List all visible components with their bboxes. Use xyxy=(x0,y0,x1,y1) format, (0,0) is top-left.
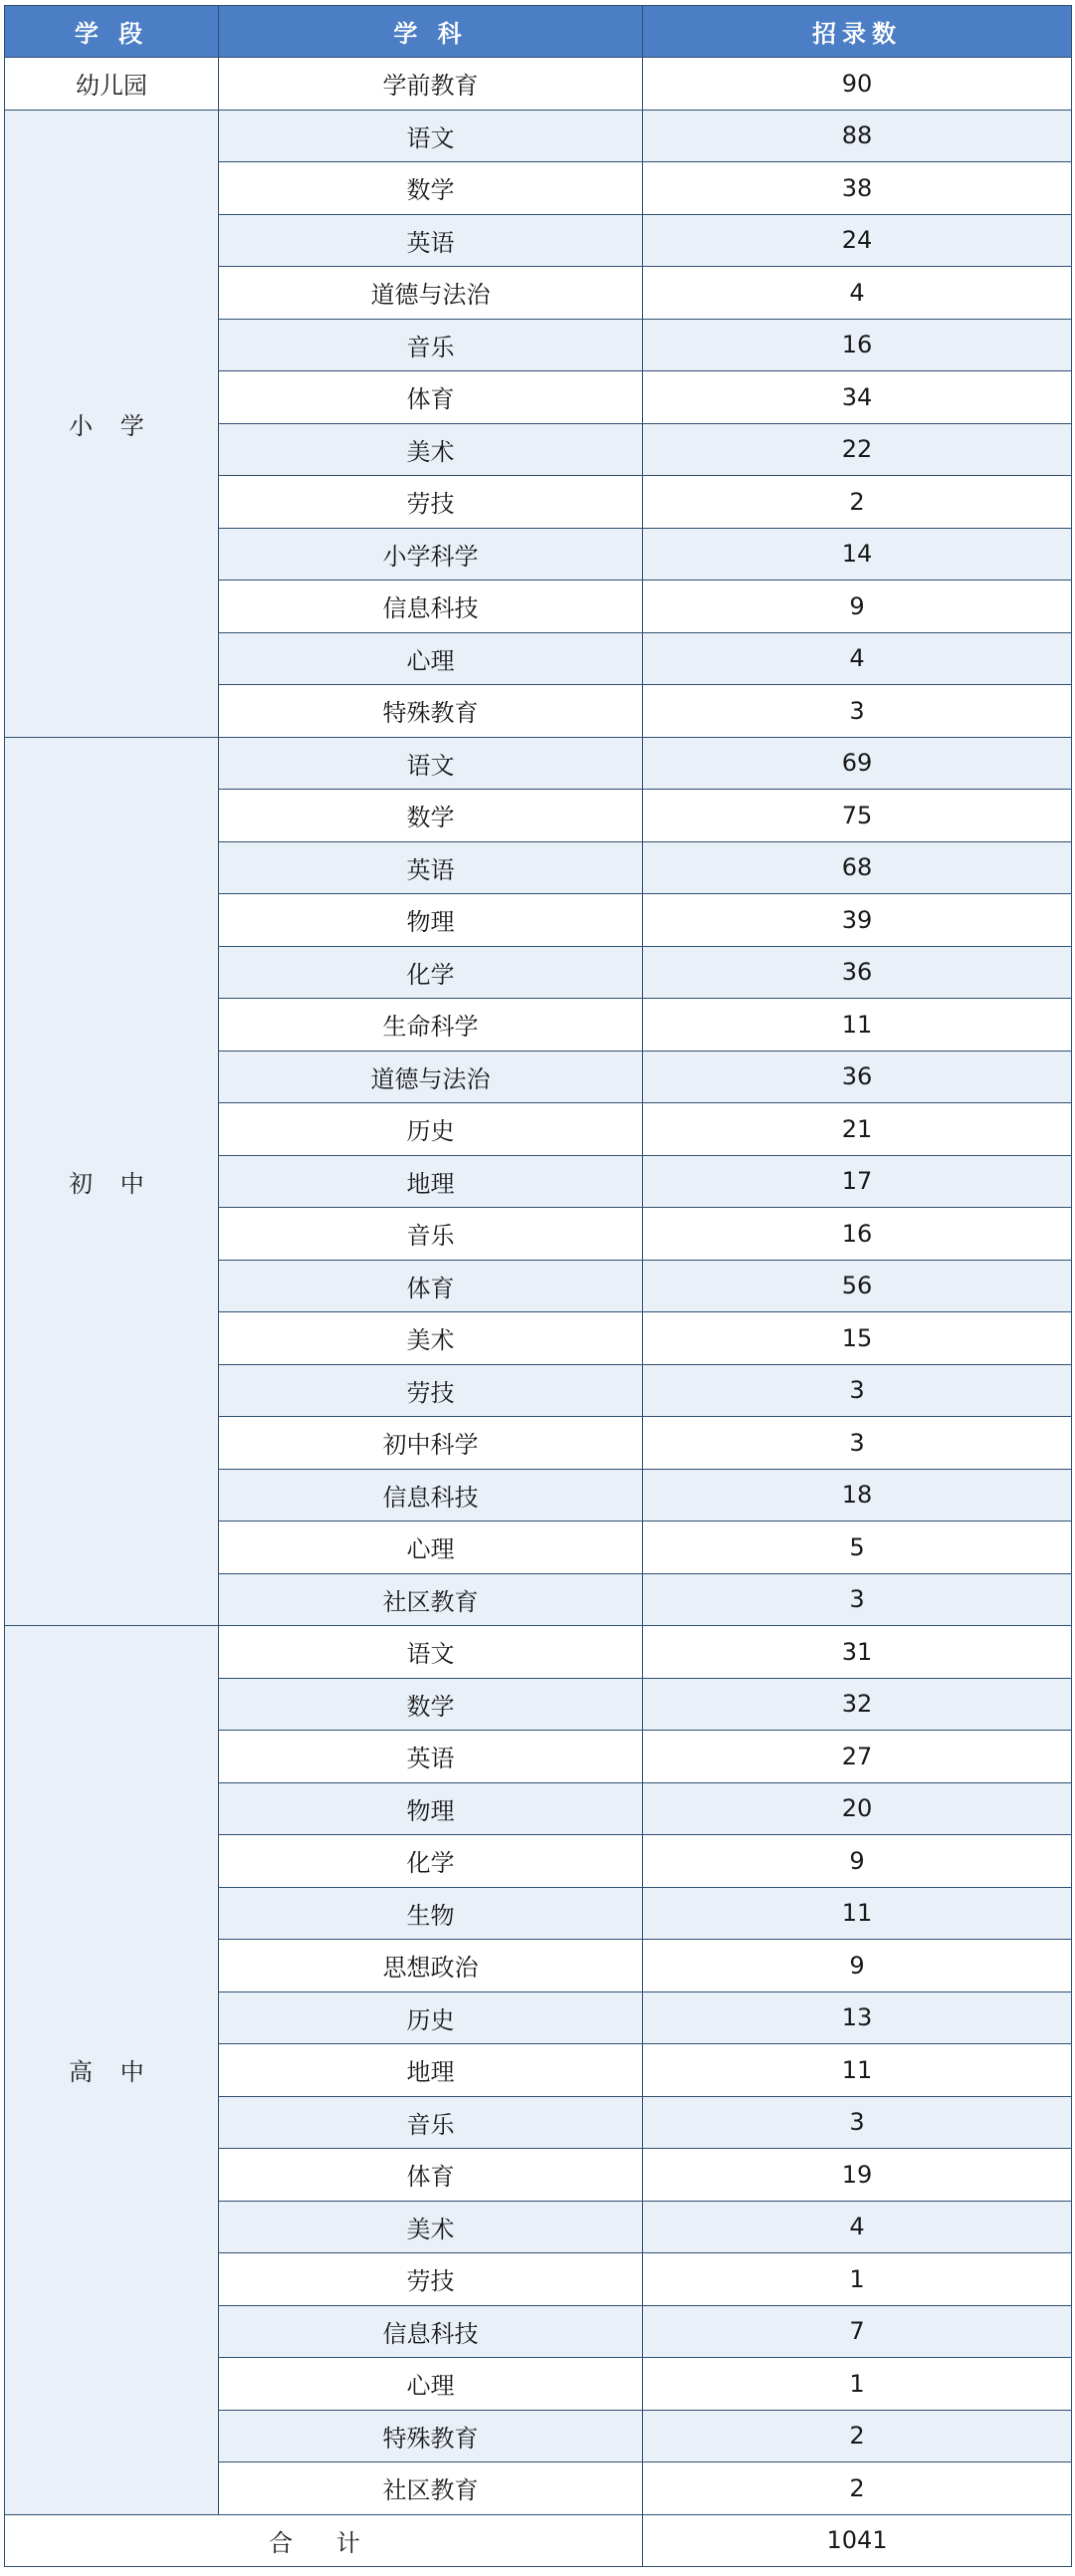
subject-cell: 特殊教育 xyxy=(219,2410,643,2462)
count-cell: 15 xyxy=(643,1312,1072,1365)
count-cell: 36 xyxy=(643,946,1072,999)
subject-cell: 物理 xyxy=(219,894,643,947)
subject-cell: 英语 xyxy=(219,1731,643,1783)
stage-cell: 初 中 xyxy=(5,737,219,1626)
subject-cell: 体育 xyxy=(219,371,643,424)
subject-cell: 心理 xyxy=(219,1522,643,1574)
count-cell: 16 xyxy=(643,319,1072,371)
count-cell: 17 xyxy=(643,1155,1072,1208)
count-cell: 2 xyxy=(643,2410,1072,2462)
subject-cell: 体育 xyxy=(219,2149,643,2202)
table-row xyxy=(5,110,1072,162)
subject-cell: 劳技 xyxy=(219,1364,643,1417)
stage-cell: 幼儿园 xyxy=(5,58,219,111)
header-count: 招录数 xyxy=(643,6,1072,58)
table-body xyxy=(5,58,1072,2567)
subject-cell: 心理 xyxy=(219,632,643,685)
header-stage: 学 段 xyxy=(5,6,219,58)
subject-cell: 体育 xyxy=(219,1260,643,1312)
recruitment-table xyxy=(4,5,1072,2567)
count-cell: 27 xyxy=(643,1731,1072,1783)
count-cell: 16 xyxy=(643,1208,1072,1261)
count-cell: 4 xyxy=(643,632,1072,685)
recruitment-table-container xyxy=(4,5,1071,2567)
count-cell: 4 xyxy=(643,2201,1072,2253)
subject-cell: 生物 xyxy=(219,1887,643,1940)
subject-cell: 数学 xyxy=(219,162,643,215)
subject-cell: 语文 xyxy=(219,1626,643,1679)
count-cell: 21 xyxy=(643,1103,1072,1156)
count-cell: 22 xyxy=(643,423,1072,476)
count-cell: 20 xyxy=(643,1782,1072,1835)
count-cell: 56 xyxy=(643,1260,1072,1312)
count-cell: 11 xyxy=(643,999,1072,1052)
subject-cell: 化学 xyxy=(219,946,643,999)
count-cell: 90 xyxy=(643,58,1072,111)
table-row xyxy=(5,737,1072,790)
subject-cell: 信息科技 xyxy=(219,581,643,633)
total-label: 合 计 xyxy=(5,2514,643,2567)
total-row xyxy=(5,2514,1072,2567)
count-cell: 13 xyxy=(643,1991,1072,2044)
table-row xyxy=(5,1626,1072,1679)
subject-cell: 英语 xyxy=(219,841,643,894)
subject-cell: 道德与法治 xyxy=(219,1051,643,1103)
stage-cell: 高 中 xyxy=(5,1626,219,2515)
subject-cell: 地理 xyxy=(219,1155,643,1208)
subject-cell: 思想政治 xyxy=(219,1940,643,1992)
count-cell: 68 xyxy=(643,841,1072,894)
subject-cell: 心理 xyxy=(219,2358,643,2411)
subject-cell: 小学科学 xyxy=(219,528,643,581)
count-cell: 34 xyxy=(643,371,1072,424)
total-count: 1041 xyxy=(643,2514,1072,2567)
count-cell: 3 xyxy=(643,1417,1072,1470)
count-cell: 39 xyxy=(643,894,1072,947)
subject-cell: 信息科技 xyxy=(219,2305,643,2358)
subject-cell: 信息科技 xyxy=(219,1469,643,1522)
count-cell: 5 xyxy=(643,1522,1072,1574)
count-cell: 9 xyxy=(643,1940,1072,1992)
header-subject: 学 科 xyxy=(219,6,643,58)
stage-cell: 小 学 xyxy=(5,110,219,737)
subject-cell: 劳技 xyxy=(219,476,643,529)
subject-cell: 语文 xyxy=(219,110,643,162)
subject-cell: 美术 xyxy=(219,2201,643,2253)
subject-cell: 美术 xyxy=(219,1312,643,1365)
count-cell: 14 xyxy=(643,528,1072,581)
subject-cell: 社区教育 xyxy=(219,1573,643,1626)
count-cell: 3 xyxy=(643,2096,1072,2149)
count-cell: 2 xyxy=(643,2462,1072,2515)
subject-cell: 道德与法治 xyxy=(219,267,643,320)
subject-cell: 地理 xyxy=(219,2044,643,2097)
count-cell: 2 xyxy=(643,476,1072,529)
subject-cell: 音乐 xyxy=(219,2096,643,2149)
count-cell: 88 xyxy=(643,110,1072,162)
subject-cell: 数学 xyxy=(219,1678,643,1731)
subject-cell: 化学 xyxy=(219,1835,643,1888)
subject-cell: 物理 xyxy=(219,1782,643,1835)
subject-cell: 美术 xyxy=(219,423,643,476)
count-cell: 9 xyxy=(643,581,1072,633)
count-cell: 69 xyxy=(643,737,1072,790)
count-cell: 3 xyxy=(643,685,1072,738)
count-cell: 38 xyxy=(643,162,1072,215)
table-row xyxy=(5,58,1072,111)
subject-cell: 语文 xyxy=(219,737,643,790)
count-cell: 11 xyxy=(643,2044,1072,2097)
table-header xyxy=(5,6,1072,58)
count-cell: 36 xyxy=(643,1051,1072,1103)
count-cell: 75 xyxy=(643,790,1072,842)
count-cell: 31 xyxy=(643,1626,1072,1679)
count-cell: 32 xyxy=(643,1678,1072,1731)
subject-cell: 生命科学 xyxy=(219,999,643,1052)
subject-cell: 历史 xyxy=(219,1103,643,1156)
subject-cell: 劳技 xyxy=(219,2253,643,2306)
subject-cell: 音乐 xyxy=(219,1208,643,1261)
count-cell: 18 xyxy=(643,1469,1072,1522)
count-cell: 4 xyxy=(643,267,1072,320)
count-cell: 24 xyxy=(643,214,1072,267)
count-cell: 9 xyxy=(643,1835,1072,1888)
count-cell: 19 xyxy=(643,2149,1072,2202)
count-cell: 1 xyxy=(643,2358,1072,2411)
count-cell: 3 xyxy=(643,1573,1072,1626)
count-cell: 1 xyxy=(643,2253,1072,2306)
count-cell: 7 xyxy=(643,2305,1072,2358)
subject-cell: 学前教育 xyxy=(219,58,643,111)
subject-cell: 特殊教育 xyxy=(219,685,643,738)
count-cell: 11 xyxy=(643,1887,1072,1940)
subject-cell: 数学 xyxy=(219,790,643,842)
subject-cell: 历史 xyxy=(219,1991,643,2044)
header-row xyxy=(5,6,1072,58)
count-cell: 3 xyxy=(643,1364,1072,1417)
subject-cell: 音乐 xyxy=(219,319,643,371)
subject-cell: 社区教育 xyxy=(219,2462,643,2515)
subject-cell: 初中科学 xyxy=(219,1417,643,1470)
subject-cell: 英语 xyxy=(219,214,643,267)
